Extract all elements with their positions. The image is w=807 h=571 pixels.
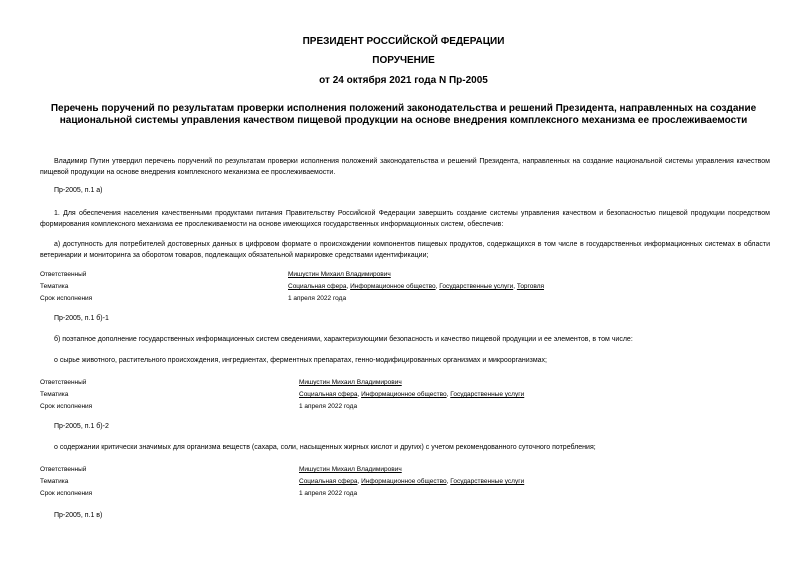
topic-link[interactable]: Информационное общество [350,283,436,290]
topic-link[interactable]: Торговля [516,283,545,290]
document-date-number: от 24 октября 2021 года N Пр-2005 [319,75,488,86]
topic-link[interactable]: Государственные услуги [450,478,525,485]
document-type-heading: ПОРУЧЕНИЕ [372,55,435,66]
topic-label: Тематика [40,391,69,398]
deadline-label: Срок исполнения [40,403,93,410]
topic-link[interactable]: Информационное общество [361,478,447,485]
deadline-value: 1 апреля 2022 года [299,490,358,497]
reference-2: Пр-2005, п.1 б)-1 [54,315,109,322]
topic-link[interactable]: Социальная сфера [299,391,358,398]
topic-links: Социальная сфера, Информационное общество, Государственные услуги [299,478,525,485]
issuer-heading: ПРЕЗИДЕНТ РОССИЙСКОЙ ФЕДЕРАЦИИ [302,36,505,47]
topic-label: Тематика [40,478,69,485]
responsible-value[interactable] [299,378,402,388]
responsible-label: Ответственный [40,466,87,473]
topic-links: Социальная сфера, Информационное общество, Государственные услуги [299,391,525,398]
deadline-label: Срок исполнения [40,295,93,302]
topic-label: Тематика [40,283,69,290]
responsible-value[interactable] [299,465,402,475]
responsible-label: Ответственный [40,271,87,278]
document-title: Перечень поручений по результатам проверки исполнения положений законодательства и решений Президента, направленных на создание национальной системы управления качеством пищевой продукции на основе внедрения комплексного механизма ее прослеживаемости [50,103,757,126]
deadline-label: Срок исполнения [40,490,93,497]
item-1-paragraph: 1. Для обеспечения населения качественными продуктами питания Правительству Российской Федерации завершить создание системы управления качеством и безопасностью пищевой продукции посредством формирования комплексного механизма ее прослеживаемости на основе имеющихся государственных информационных систем, обеспечив: [40,210,770,228]
topic-link[interactable]: Государственные услуги [439,283,514,290]
topic-links: Социальная сфера, Информационное общество, Государственные услуги, Торговля [288,283,545,290]
item-1b-sub2: о содержании критически значимых для организма веществ (сахара, соли, насыщенных жирных кислот и других) с учетом рекомендованного суточного потребления; [54,444,596,451]
topic-link[interactable]: Государственные услуги [450,391,525,398]
item-1b-paragraph: б) поэтапное дополнение государственных информационных систем сведениями, характеризующими безопасность и качество пищевой продукции и ее элементов, в том числе: [54,336,633,343]
responsible-link[interactable]: Мишустин Михаил Владимирович [288,271,391,278]
responsible-value[interactable] [288,270,391,280]
responsible-link[interactable]: Мишустин Михаил Владимирович [299,379,402,386]
responsible-link[interactable]: Мишустин Михаил Владимирович [299,466,402,473]
deadline-value: 1 апреля 2022 года [299,403,358,410]
topic-link[interactable]: Информационное общество [361,391,447,398]
reference-3: Пр-2005, п.1 б)-2 [54,423,109,430]
reference-1: Пр-2005, п.1 а) [54,187,103,194]
intro-paragraph: Владимир Путин утвердил перечень поручений по результатам проверки исполнения положений законодательства и решений Президента, направленных на создание национальной системы управления качеством пищевой продукции на основе внедрения комплексного механизма ее прослеживаемости. [40,158,770,176]
reference-4: Пр-2005, п.1 в) [54,512,103,519]
responsible-label: Ответственный [40,379,87,386]
deadline-value: 1 апреля 2022 года [288,295,347,302]
topic-link[interactable]: Социальная сфера [288,283,347,290]
item-1b-sub1: о сырье животного, растительного происхождения, ингредиентах, ферментных препаратах, генно-модифицированных организмах и микроорганизмах; [54,357,547,364]
topic-link[interactable]: Социальная сфера [299,478,358,485]
item-1a-paragraph: а) доступность для потребителей достоверных данных в цифровом формате о происхождении компонентов пищевых продуктов, содержащихся в том числе в государственных информационных системах в области ветеринарии и мониторинга за оборотом товаров, подлежащих обязательной маркировке средствами идентификации; [40,241,770,259]
